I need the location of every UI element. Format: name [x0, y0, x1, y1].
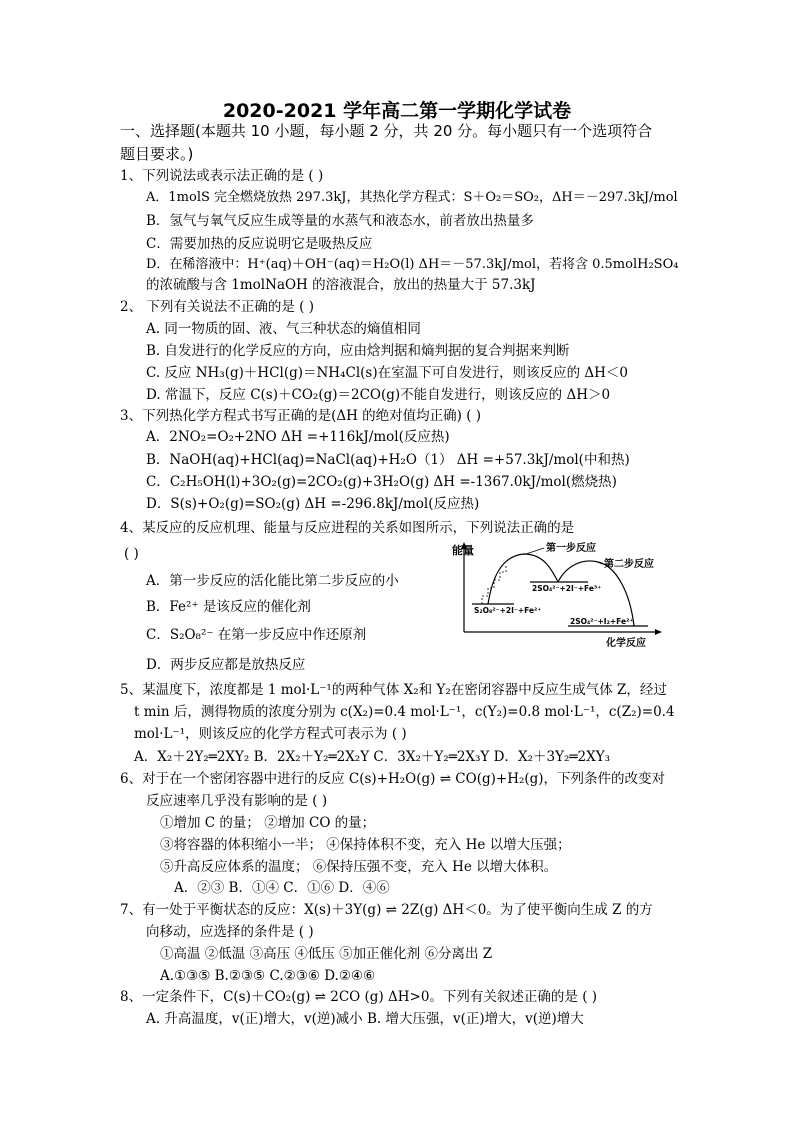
question-1-option-d: D．在稀溶液中：H⁺(aq)＋OH⁻(aq)＝H₂O(l) ΔH＝－57.3kJ/mol，若将含 0.5molH₂SO₄: [146, 257, 679, 272]
question-3-option-d: D．S(s)+O₂(g)=SO₂(g) ΔH =-296.8kJ/mol(反应热): [146, 496, 480, 512]
question-6-stem-cont: 反应速率几乎没有影响的是 ( ): [146, 793, 328, 809]
question-4-answer-bracket: ( ): [124, 546, 139, 562]
question-4-option-a: A．第一步反应的活化能比第二步反应的小: [146, 573, 399, 589]
question-2-option-b: B. 自发进行的化学反应的方向，应由焓判据和熵判据的复合判据来判断: [146, 343, 570, 359]
question-6-options: A．②③ B．①④ C．①⑥ D．④⑥: [174, 880, 390, 896]
question-6-condition-row-3: ⑤升高反应体系的温度； ⑥保持压强不变，充入 He 以增大体积。: [160, 859, 558, 875]
question-2-option-c: C. 反应 NH₃(g)＋HCl(g)＝NH₄Cl(s)在室温下可自发进行，则该反应的 ΔH＜0: [146, 365, 628, 381]
question-7-options: A.①③⑤ B.②③⑤ C.②③⑥ D.②④⑥: [160, 968, 376, 984]
question-5-stem-cont-1: t min 后，测得物质的浓度分别为 c(X₂)=0.4 mol·L⁻¹，c(Y₂)=0.8 mol·L⁻¹，c(Z₂)=0.4: [134, 704, 675, 720]
section-heading: 一、选择题(本题共 10 小题，每小题 2 分，共 20 分。每小题只有一个选项符合: [120, 122, 653, 140]
question-7-conditions: ①高温 ②低温 ③高压 ④低压 ⑤加正催化剂 ⑥分离出 Z: [160, 946, 493, 962]
question-5-stem: 5、某温度下，浓度都是 1 mol·L⁻¹的两种气体 X₂和 Y₂在密闭容器中反应生成气体 Z，经过: [120, 682, 667, 698]
question-2-option-a: A. 同一物质的固、液、气三种状态的熵值相同: [146, 321, 421, 337]
section-heading-cont: 题目要求。): [120, 145, 194, 163]
question-7-stem-cont: 向移动，应选择的条件是 ( ): [146, 924, 314, 940]
question-6-condition-row-1: ①增加 C 的量； ②增加 CO 的量；: [160, 815, 376, 831]
x-axis-label: 化学反应: [606, 638, 646, 649]
exam-title: 2020-2021 学年高二第一学期化学试卷: [222, 100, 572, 122]
step1-ladder: [482, 566, 506, 604]
question-8-stem: 8、一定条件下，C(s)＋CO₂(g) ⇌ 2CO (g) ΔH>0。下列有关叙述正确的是 ( ): [120, 989, 598, 1005]
question-1-stem: 1、下列说法或表示法正确的是 ( ): [120, 168, 324, 184]
question-7-stem: 7、有一处于平衡状态的反应：X(s)＋3Y(g) ⇌ 2Z(g) ΔH＜0。为了使平衡向生成 Z 的方: [120, 902, 653, 918]
step1-pointer: [526, 548, 544, 554]
question-4-stem: 4、某反应的反应机理、能量与反应进程的关系如图所示，下列说法正确的是: [120, 520, 575, 536]
intermediate-state-label: 2SO₄²⁻+2I⁻+Fe³⁺: [532, 584, 602, 593]
final-state-label: 2SO₄²⁻+I₂+Fe²⁺: [570, 617, 634, 626]
question-5-options: A．X₂＋2Y₂═2XY₂ B．2X₂＋Y₂═2X₂Y C．3X₂＋Y₂═2X₃Y D．X₂＋3Y₂═2XY₃: [134, 749, 611, 765]
question-4-option-c: C．S₂O₈²⁻ 在第一步反应中作还原剂: [146, 627, 367, 643]
question-3-option-b: B．NaOH(aq)+HCl(aq)=NaCl(aq)+H₂O（1） ΔH =+57.3kJ/mol(中和热): [146, 452, 630, 468]
question-2-stem: 2、 下列有关说法不正确的是 ( ): [120, 299, 314, 315]
question-1-option-b: B．氢气与氧气反应生成等量的水蒸气和液态水，前者放出热量多: [146, 213, 534, 229]
y-axis-label: 能量: [452, 544, 474, 557]
question-4-option-d: D．两步反应都是放热反应: [146, 657, 306, 673]
question-5-stem-cont-2: mol·L⁻¹，则该反应的化学方程式可表示为 ( ): [134, 726, 407, 742]
step1-curve: [488, 554, 558, 604]
question-4-option-b: B．Fe²⁺ 是该反应的催化剂: [146, 599, 311, 615]
question-2-option-d: D. 常温下，反应 C(s)＋CO₂(g)＝2CO(g)不能自发进行，则该反应的 ΔH＞0: [146, 387, 611, 403]
question-8-options: A. 升高温度，v(正)增大，v(逆)减小 B. 增大压强，v(正)增大，v(逆)增大: [146, 1011, 584, 1027]
question-3-option-c: C．C₂H₅OH(l)+3O₂(g)=2CO₂(g)+3H₂O(g) ΔH =-1367.0kJ/mol(燃烧热): [146, 474, 617, 490]
question-1-option-c: C．需要加热的反应说明它是吸热反应: [146, 236, 373, 252]
initial-state-label: S₂O₈²⁻+2I⁻+Fe²⁺: [474, 606, 542, 615]
question-6-condition-row-2: ③将容器的体积缩小一半； ④保持体积不变，充入 He 以增大压强；: [160, 837, 571, 853]
question-3-stem: 3、下列热化学方程式书写正确的是(ΔH 的绝对值均正确) ( ): [120, 408, 482, 424]
question-1-option-d-cont: 的浓硫酸与含 1molNaOH 的溶液混合，放出的热量大于 57.3kJ: [146, 277, 536, 293]
question-6-stem: 6、对于在一个密闭容器中进行的反应 C(s)+H₂O(g) ⇌ CO(g)+H₂(g)，下列条件的改变对: [120, 771, 666, 787]
energy-diagram: [448, 540, 664, 652]
step1-label: 第一步反应: [546, 543, 596, 554]
question-1-option-a: A．1molS 完全燃烧放热 297.3kJ，其热化学方程式：S＋O₂＝SO₂，ΔH＝－297.3kJ/mol: [146, 190, 678, 205]
question-3-option-a: A．2NO₂=O₂+2NO ΔH =+116kJ/mol(反应热): [146, 429, 450, 445]
x-axis-arrow: [655, 629, 662, 635]
step2-label: 第二步反应: [604, 559, 654, 570]
